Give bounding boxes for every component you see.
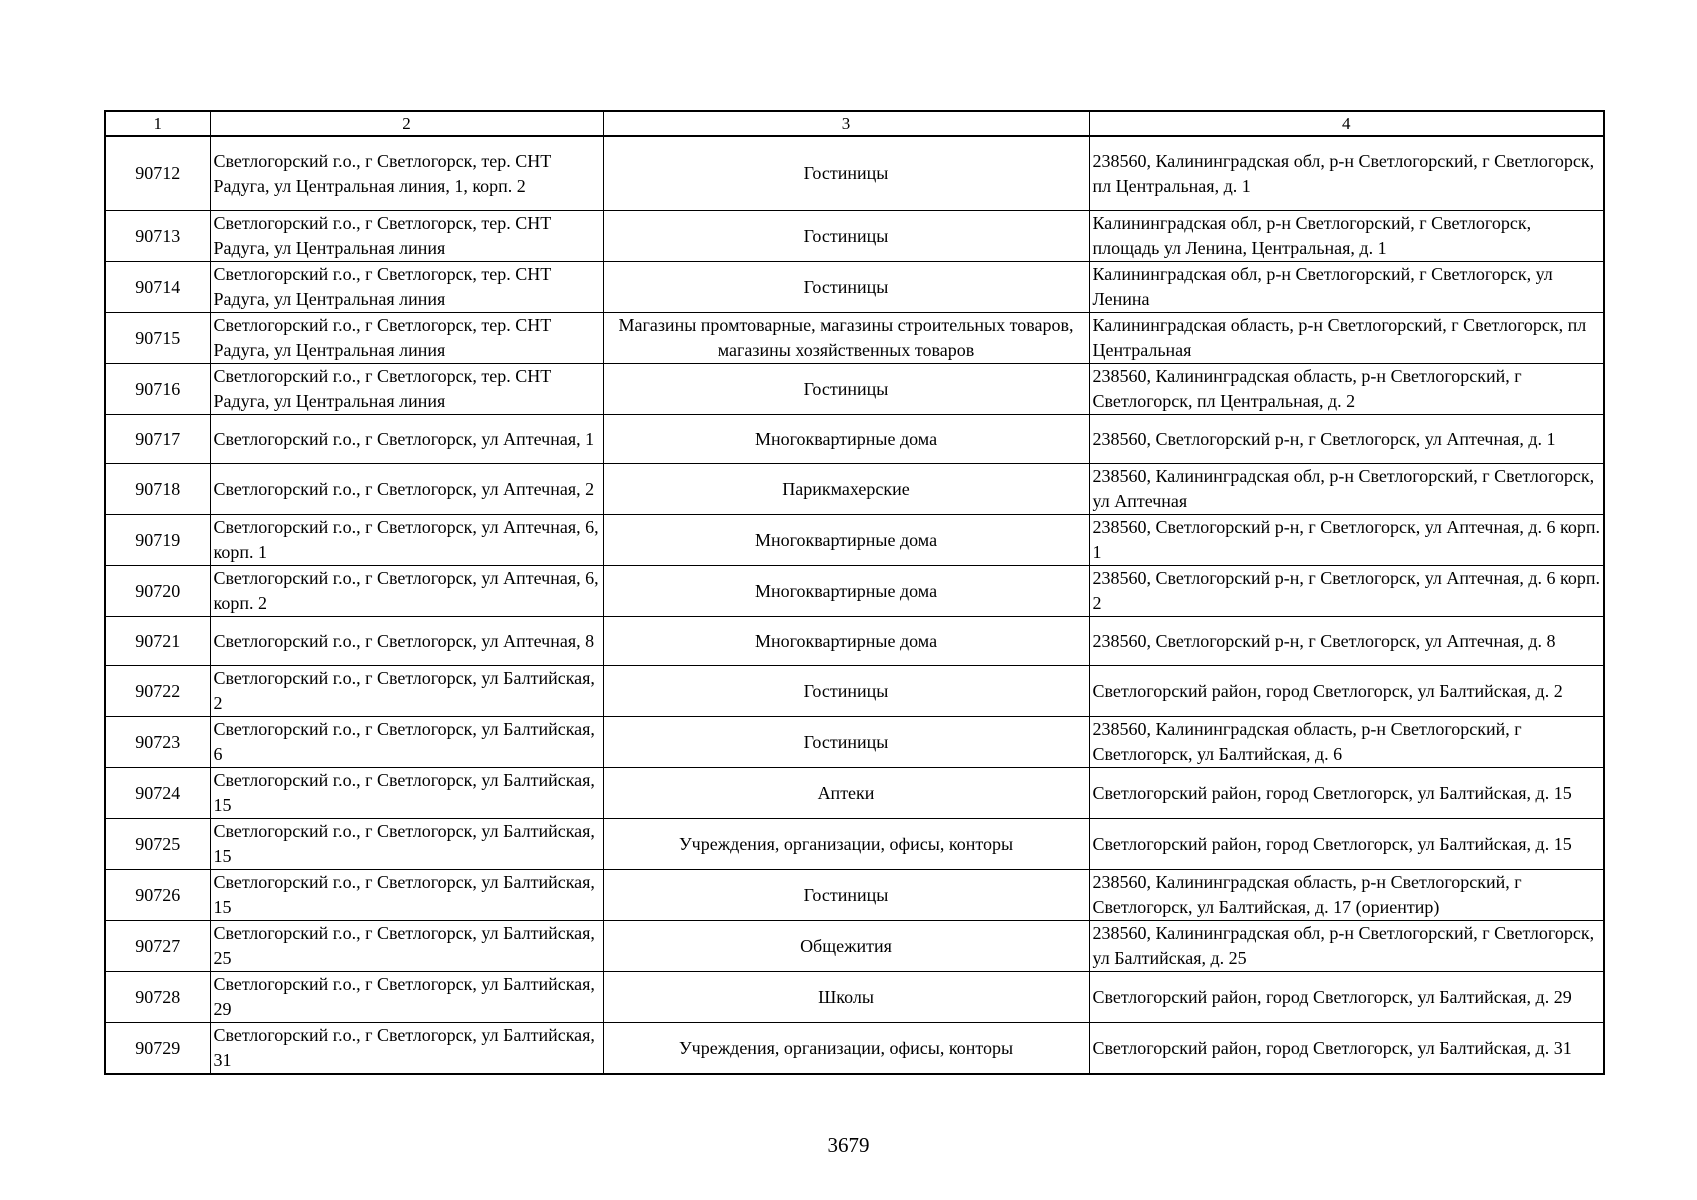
location-cell: Светлогорский г.о., г Светлогорск, ул Аптечная, 6, корп. 1	[210, 515, 603, 566]
category-cell: Школы	[603, 972, 1089, 1023]
address-cell: 238560, Светлогорский р-н, г Светлогорск, ул Аптечная, д. 8	[1089, 617, 1604, 666]
column-header-4: 4	[1089, 111, 1604, 136]
row-id-cell: 90725	[105, 819, 210, 870]
address-cell: Светлогорский район, город Светлогорск, ул Балтийская, д. 29	[1089, 972, 1604, 1023]
category-cell: Парикмахерские	[603, 464, 1089, 515]
table-row	[105, 1023, 1604, 1075]
location-cell: Светлогорский г.о., г Светлогорск, ул Балтийская, 31	[210, 1023, 603, 1075]
location-cell: Светлогорский г.о., г Светлогорск, тер. СНТ Радуга, ул Центральная линия	[210, 313, 603, 364]
location-cell: Светлогорский г.о., г Светлогорск, ул Балтийская, 15	[210, 768, 603, 819]
address-cell: 238560, Светлогорский р-н, г Светлогорск, ул Аптечная, д. 6 корп. 1	[1089, 515, 1604, 566]
location-cell: Светлогорский г.о., г Светлогорск, ул Аптечная, 2	[210, 464, 603, 515]
row-id-cell: 90712	[105, 136, 210, 211]
address-cell: 238560, Светлогорский р-н, г Светлогорск, ул Аптечная, д. 1	[1089, 415, 1604, 464]
location-cell: Светлогорский г.о., г Светлогорск, ул Балтийская, 25	[210, 921, 603, 972]
row-id-cell: 90715	[105, 313, 210, 364]
category-cell: Многоквартирные дома	[603, 515, 1089, 566]
row-id-cell: 90718	[105, 464, 210, 515]
table-row	[105, 464, 1604, 515]
table-row	[105, 617, 1604, 666]
category-cell: Многоквартирные дома	[603, 566, 1089, 617]
location-cell: Светлогорский г.о., г Светлогорск, ул Аптечная, 8	[210, 617, 603, 666]
location-cell: Светлогорский г.о., г Светлогорск, ул Балтийская, 15	[210, 819, 603, 870]
row-id-cell: 90729	[105, 1023, 210, 1075]
row-id-cell: 90728	[105, 972, 210, 1023]
address-cell: 238560, Калининградская область, р-н Светлогорский, г Светлогорск, пл Центральная, д. 2	[1089, 364, 1604, 415]
location-cell: Светлогорский г.о., г Светлогорск, тер. СНТ Радуга, ул Центральная линия	[210, 262, 603, 313]
category-cell: Гостиницы	[603, 870, 1089, 921]
page-number: 3679	[827, 1133, 870, 1157]
location-cell: Светлогорский г.о., г Светлогорск, ул Балтийская, 15	[210, 870, 603, 921]
row-id-cell: 90722	[105, 666, 210, 717]
category-cell: Многоквартирные дома	[603, 617, 1089, 666]
category-cell: Гостиницы	[603, 136, 1089, 211]
address-cell: Калининградская обл, р-н Светлогорский, г Светлогорск, площадь ул Ленина, Центральная, д. 1	[1089, 211, 1604, 262]
table-row	[105, 262, 1604, 313]
row-id-cell: 90717	[105, 415, 210, 464]
address-cell: 238560, Калининградская обл, р-н Светлогорский, г Светлогорск, ул Аптечная	[1089, 464, 1604, 515]
row-id-cell: 90716	[105, 364, 210, 415]
row-id-cell: 90724	[105, 768, 210, 819]
address-cell: 238560, Калининградская область, р-н Светлогорский, г Светлогорск, ул Балтийская, д. 17 (ориентир)	[1089, 870, 1604, 921]
row-id-cell: 90719	[105, 515, 210, 566]
table-row	[105, 515, 1604, 566]
address-cell: Светлогорский район, город Светлогорск, ул Балтийская, д. 31	[1089, 1023, 1604, 1075]
location-cell: Светлогорский г.о., г Светлогорск, тер. СНТ Радуга, ул Центральная линия	[210, 211, 603, 262]
category-cell: Гостиницы	[603, 666, 1089, 717]
address-cell: Калининградская область, р-н Светлогорский, г Светлогорск, пл Центральная	[1089, 313, 1604, 364]
category-cell: Общежития	[603, 921, 1089, 972]
table-row	[105, 921, 1604, 972]
row-id-cell: 90721	[105, 617, 210, 666]
table-row	[105, 566, 1604, 617]
location-cell: Светлогорский г.о., г Светлогорск, ул Балтийская, 29	[210, 972, 603, 1023]
category-cell: Магазины промтоварные, магазины строительных товаров, магазины хозяйственных товаров	[603, 313, 1089, 364]
table-row	[105, 717, 1604, 768]
column-header-1: 1	[105, 111, 210, 136]
category-cell: Гостиницы	[603, 211, 1089, 262]
category-cell: Учреждения, организации, офисы, конторы	[603, 1023, 1089, 1075]
row-id-cell: 90713	[105, 211, 210, 262]
table-row	[105, 211, 1604, 262]
category-cell: Гостиницы	[603, 717, 1089, 768]
category-cell: Гостиницы	[603, 364, 1089, 415]
registry-table	[104, 110, 1605, 1075]
table-row	[105, 972, 1604, 1023]
table-row	[105, 364, 1604, 415]
address-cell: 238560, Калининградская обл, р-н Светлогорский, г Светлогорск, ул Балтийская, д. 25	[1089, 921, 1604, 972]
column-header-2: 2	[210, 111, 603, 136]
address-cell: Светлогорский район, город Светлогорск, ул Балтийская, д. 15	[1089, 819, 1604, 870]
row-id-cell: 90723	[105, 717, 210, 768]
table-row	[105, 415, 1604, 464]
header-row	[105, 111, 1604, 136]
table-row	[105, 313, 1604, 364]
row-id-cell: 90714	[105, 262, 210, 313]
category-cell: Учреждения, организации, офисы, конторы	[603, 819, 1089, 870]
address-cell: Калининградская обл, р-н Светлогорский, г Светлогорск, ул Ленина	[1089, 262, 1604, 313]
table-row	[105, 768, 1604, 819]
location-cell: Светлогорский г.о., г Светлогорск, ул Аптечная, 1	[210, 415, 603, 464]
table-row	[105, 870, 1604, 921]
row-id-cell: 90726	[105, 870, 210, 921]
row-id-cell: 90727	[105, 921, 210, 972]
address-cell: Светлогорский район, город Светлогорск, ул Балтийская, д. 2	[1089, 666, 1604, 717]
table-row	[105, 136, 1604, 211]
table-row	[105, 666, 1604, 717]
address-cell: 238560, Светлогорский р-н, г Светлогорск, ул Аптечная, д. 6 корп. 2	[1089, 566, 1604, 617]
location-cell: Светлогорский г.о., г Светлогорск, тер. СНТ Радуга, ул Центральная линия	[210, 364, 603, 415]
location-cell: Светлогорский г.о., г Светлогорск, ул Балтийская, 6	[210, 717, 603, 768]
category-cell: Аптеки	[603, 768, 1089, 819]
column-header-3: 3	[603, 111, 1089, 136]
row-id-cell: 90720	[105, 566, 210, 617]
category-cell: Гостиницы	[603, 262, 1089, 313]
table-row	[105, 819, 1604, 870]
location-cell: Светлогорский г.о., г Светлогорск, ул Аптечная, 6, корп. 2	[210, 566, 603, 617]
location-cell: Светлогорский г.о., г Светлогорск, тер. СНТ Радуга, ул Центральная линия, 1, корп. 2	[210, 136, 603, 211]
category-cell: Многоквартирные дома	[603, 415, 1089, 464]
address-cell: 238560, Калининградская обл, р-н Светлогорский, г Светлогорск, пл Центральная, д. 1	[1089, 136, 1604, 211]
address-cell: 238560, Калининградская область, р-н Светлогорский, г Светлогорск, ул Балтийская, д. 6	[1089, 717, 1604, 768]
location-cell: Светлогорский г.о., г Светлогорск, ул Балтийская, 2	[210, 666, 603, 717]
address-cell: Светлогорский район, город Светлогорск, ул Балтийская, д. 15	[1089, 768, 1604, 819]
